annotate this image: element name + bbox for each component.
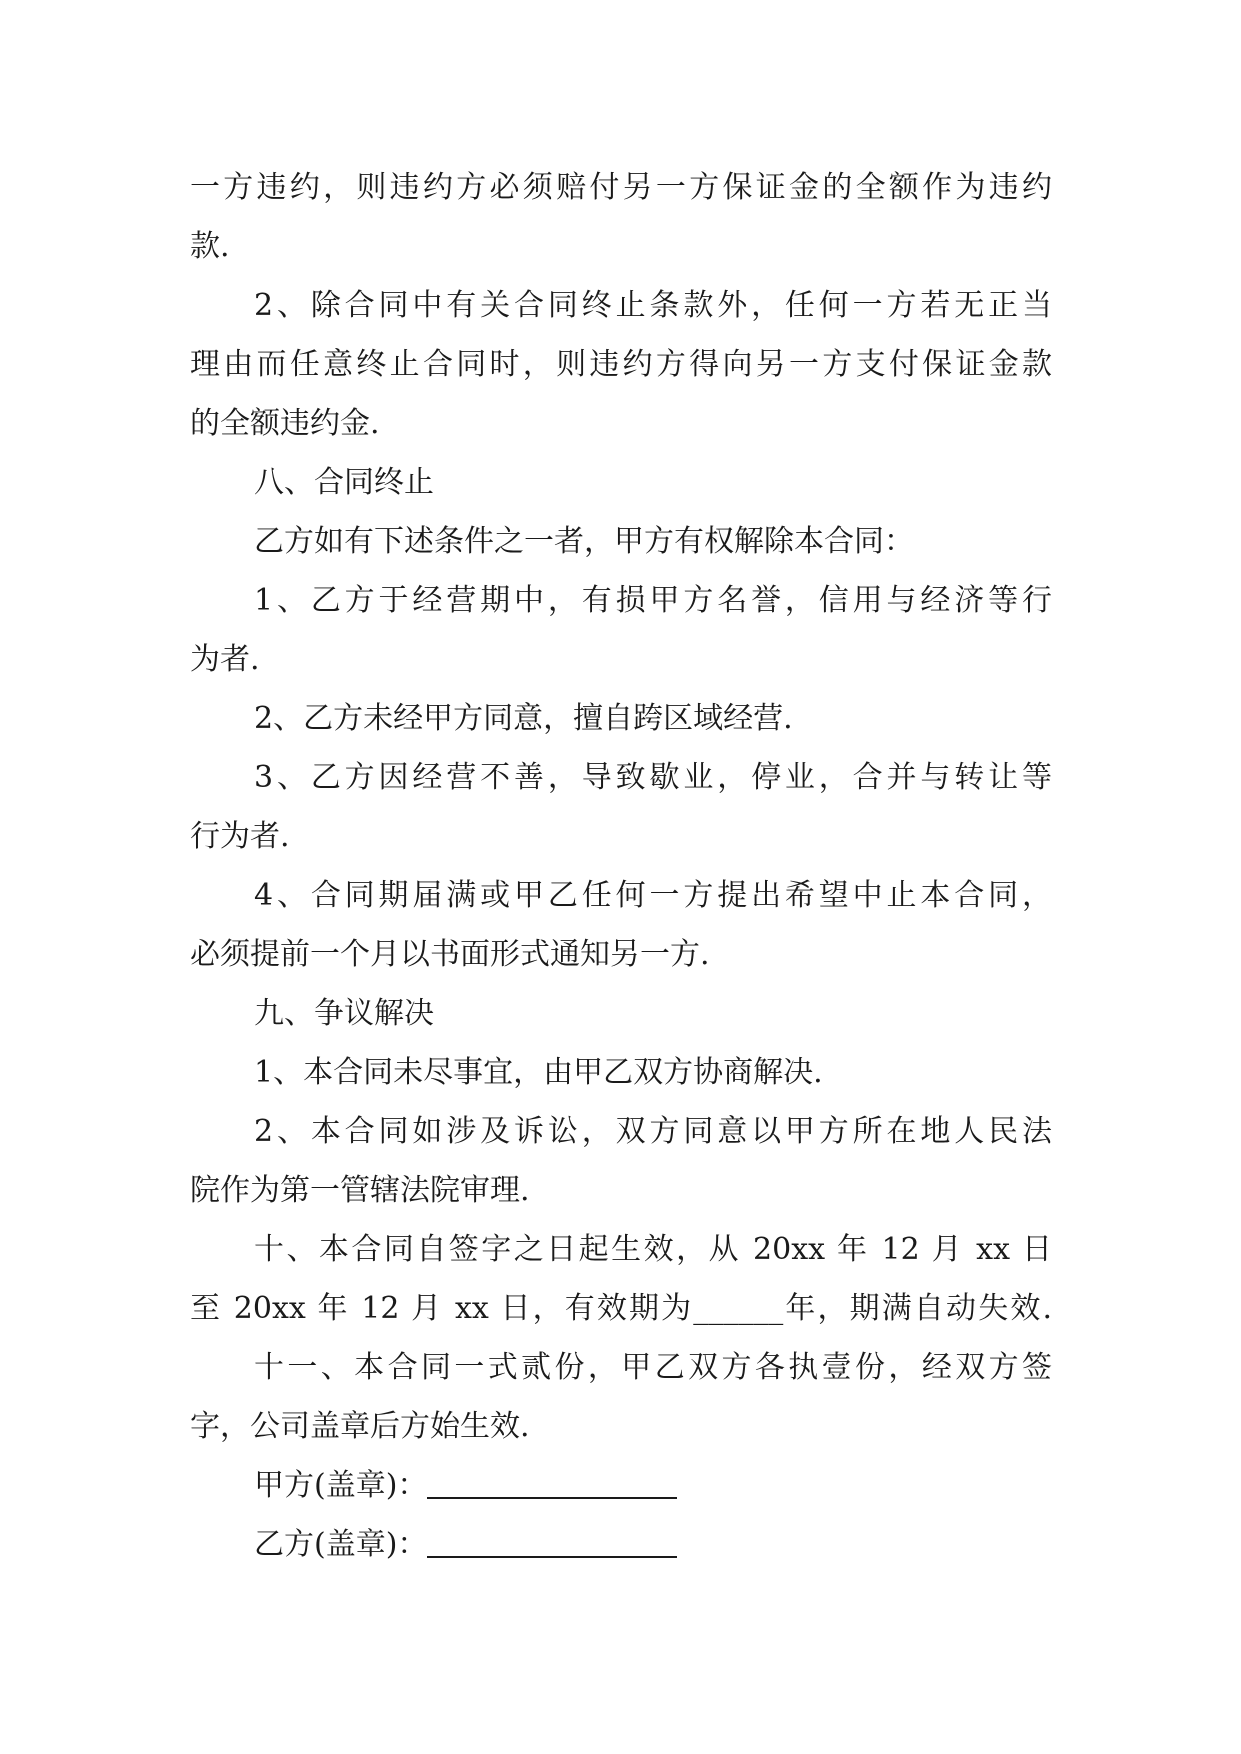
paragraph-line: 院作为第一管辖法院审理. — [190, 1173, 530, 1208]
party-b-signature-blank — [427, 1528, 677, 1558]
paragraph-line: 款. — [190, 229, 230, 264]
party-b-signature — [190, 1515, 1052, 1574]
paragraph-line: 1、乙方于经营期中，有损甲方名誉，信用与经济等行 — [254, 583, 1052, 618]
paragraph-line: 字，公司盖章后方始生效. — [190, 1409, 530, 1444]
paragraph-line: 2、乙方未经甲方同意，擅自跨区域经营. — [254, 701, 793, 736]
paragraph-line: 行为者. — [190, 819, 290, 854]
paragraph-line: 为者. — [190, 642, 260, 677]
section-heading: 九、争议解决 — [254, 996, 434, 1031]
document-body — [190, 158, 1052, 1574]
paragraph-line: 4、合同期届满或甲乙任何一方提出希望中止本合同， — [254, 878, 1052, 913]
paragraph-line: 理由而任意终止合同时，则违约方得向另一方支付保证金款 — [190, 347, 1052, 382]
party-a-signature-blank — [427, 1469, 677, 1499]
paragraph-line: 2、除合同中有关合同终止条款外，任何一方若无正当 — [254, 288, 1052, 323]
paragraph-line: 乙方如有下述条件之一者，甲方有权解除本合同： — [254, 524, 914, 559]
paragraph-line: 十、本合同自签字之日起生效，从 20xx 年 12 月 xx 日 — [254, 1232, 1052, 1267]
paragraph-line: 2、本合同如涉及诉讼，双方同意以甲方所在地人民法 — [254, 1114, 1052, 1149]
party-a-label: 甲方(盖章)： — [254, 1468, 428, 1503]
paragraph-line: 一方违约，则违约方必须赔付另一方保证金的全额作为违约 — [190, 170, 1052, 205]
paragraph-line: 至 20xx 年 12 月 xx 日，有效期为______年，期满自动失效. — [190, 1291, 1052, 1326]
section-heading: 八、合同终止 — [254, 465, 434, 500]
paragraph-line: 必须提前一个月以书面形式通知另一方. — [190, 937, 710, 972]
party-a-signature — [190, 1456, 1052, 1515]
paragraph-line: 3、乙方因经营不善，导致歇业，停业，合并与转让等 — [254, 760, 1052, 795]
party-b-label: 乙方(盖章)： — [254, 1527, 428, 1562]
paragraph-line: 十一、本合同一式贰份，甲乙双方各执壹份，经双方签 — [254, 1350, 1052, 1385]
paragraph-line: 1、本合同未尽事宜，由甲乙双方协商解决. — [254, 1055, 823, 1090]
paragraph-line: 的全额违约金. — [190, 406, 380, 441]
